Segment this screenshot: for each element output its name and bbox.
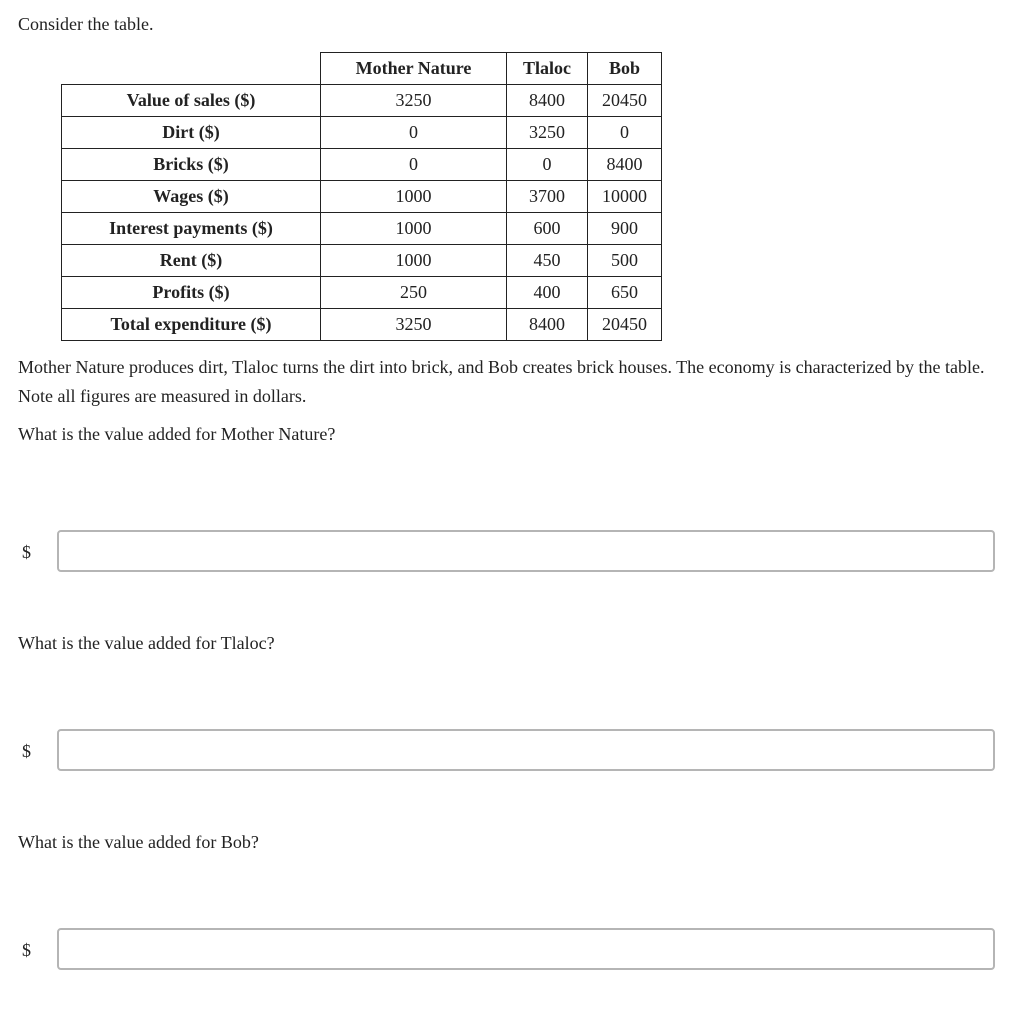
table-cell: 8400	[507, 309, 588, 341]
table-row	[62, 277, 662, 309]
row-label: Interest payments ($)	[62, 213, 321, 245]
table-cell: 0	[588, 117, 662, 149]
row-label: Value of sales ($)	[62, 85, 321, 117]
table-cell: 400	[507, 277, 588, 309]
intro-text: Consider the table.	[18, 14, 154, 34]
row-label: Profits ($)	[62, 277, 321, 309]
table-cell: 900	[588, 213, 662, 245]
table-cell: 1000	[321, 181, 507, 213]
answer-input-bob[interactable]	[57, 928, 995, 970]
question-mother-nature: What is the value added for Mother Nature?	[18, 424, 336, 444]
table-row	[62, 149, 662, 181]
table-cell: 0	[321, 149, 507, 181]
table-row	[62, 213, 662, 245]
table-row	[62, 117, 662, 149]
description-text: Mother Nature produces dirt, Tlaloc turns the dirt into brick, and Bob creates brick houses. The economy is characterized by the table. Note all figures are measured in dollars.	[18, 357, 985, 406]
answer-row-bob	[0, 928, 1024, 974]
answer-row-tlaloc	[0, 729, 1024, 775]
answer-row-mother-nature	[0, 530, 1024, 576]
currency-label: $	[22, 940, 31, 960]
table-row	[62, 85, 662, 117]
table-cell: 10000	[588, 181, 662, 213]
row-label: Total expenditure ($)	[62, 309, 321, 341]
table-cell: 0	[321, 117, 507, 149]
answer-input-tlaloc[interactable]	[57, 729, 995, 771]
table-cell: 20450	[588, 85, 662, 117]
table-cell: 8400	[588, 149, 662, 181]
table-cell: 20450	[588, 309, 662, 341]
table-cell: 1000	[321, 245, 507, 277]
question-tlaloc: What is the value added for Tlaloc?	[18, 633, 275, 653]
table-cell: 3250	[321, 85, 507, 117]
row-label: Dirt ($)	[62, 117, 321, 149]
table-row	[62, 181, 662, 213]
table-cell: 500	[588, 245, 662, 277]
column-header-bob: Bob	[588, 53, 662, 85]
currency-label: $	[22, 741, 31, 761]
answer-input-mother-nature[interactable]	[57, 530, 995, 572]
column-header-tlaloc: Tlaloc	[507, 53, 588, 85]
economy-table	[61, 52, 662, 341]
table-cell: 3250	[507, 117, 588, 149]
table-cell: 250	[321, 277, 507, 309]
table-cell: 3700	[507, 181, 588, 213]
table-header-row	[62, 53, 662, 85]
table-cell: 8400	[507, 85, 588, 117]
table-cell: 1000	[321, 213, 507, 245]
column-header-mother-nature: Mother Nature	[321, 53, 507, 85]
table-row	[62, 309, 662, 341]
question-bob: What is the value added for Bob?	[18, 832, 259, 852]
table-cell: 3250	[321, 309, 507, 341]
table-cell: 650	[588, 277, 662, 309]
table-cell: 600	[507, 213, 588, 245]
table-row	[62, 245, 662, 277]
table-cell: 0	[507, 149, 588, 181]
table-cell: 450	[507, 245, 588, 277]
table-corner-cell	[62, 53, 321, 85]
row-label: Wages ($)	[62, 181, 321, 213]
currency-label: $	[22, 542, 31, 562]
row-label: Bricks ($)	[62, 149, 321, 181]
row-label: Rent ($)	[62, 245, 321, 277]
